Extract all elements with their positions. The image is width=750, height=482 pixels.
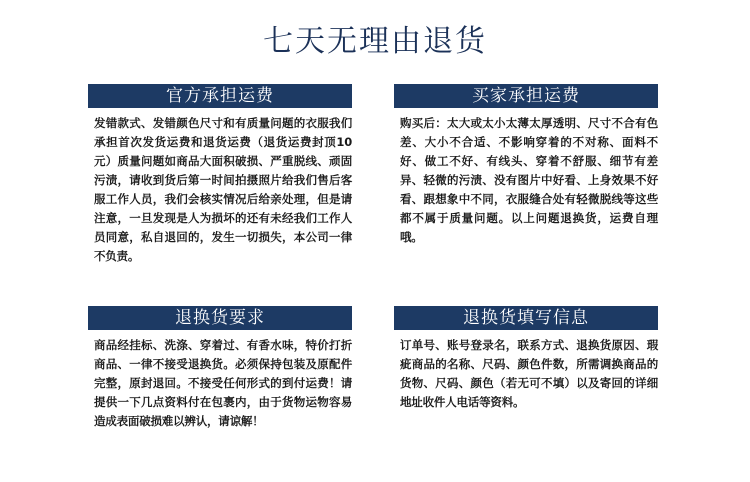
return-info-section	[394, 306, 658, 412]
section-body: 购买后：太大或太小太薄太厚透明、尺寸不合有色差、大小不合适、不影响穿着的不对称、面料不好、做工不好、有线头、穿着不舒服、细节有差异、轻微的污渍、没有图片中好看、上身效果不好看、跟想象中不同，衣服缝合处有轻微脱线等这些都不属于质量问题。以上问题退换货，运费自理哦。	[400, 116, 658, 244]
section-body: 商品经挂标、洗涤、穿着过、有香水味，特价打折商品、一律不接受退换货。必须保持包装及原配件完整，原封退回。不接受任何形式的到付运费！请提供一下几点资料付在包裹内，由于货物运物容易造成表面破损难以辨认，请谅解！	[94, 338, 352, 428]
section-header: 退换货填写信息	[394, 306, 658, 330]
section-header: 官方承担运费	[88, 84, 352, 108]
section-header: 退换货要求	[88, 306, 352, 330]
section-header: 买家承担运费	[394, 84, 658, 108]
section-body: 订单号、账号登录名，联系方式、退换货原因、瑕疵商品的名称、尺码、颜色件数，所需调换商品的货物、尺码、颜色（若无可不填）以及寄回的详细地址收件人电话等资料。	[400, 338, 658, 409]
page-title: 七天无理由退货	[263, 24, 487, 59]
official-shipping-section	[88, 84, 352, 266]
buyer-shipping-section	[394, 84, 658, 247]
return-requirements-section	[88, 306, 352, 431]
section-body: 发错款式、发错颜色尺寸和有质量问题的衣服我们承担首次发货运费和退货运费（退货运费封顶10元）质量问题如商品大面积破损、严重脱线、顽固污渍，请收到货后第一时间拍摄照片给我们售后客服工作人员，我们会核实情况后给亲处理，但是请注意，一旦发现是人为损坏的还有未经我们工作人员同意，私自退回的，发生一切损失，本公司一律不负责。	[94, 116, 352, 263]
